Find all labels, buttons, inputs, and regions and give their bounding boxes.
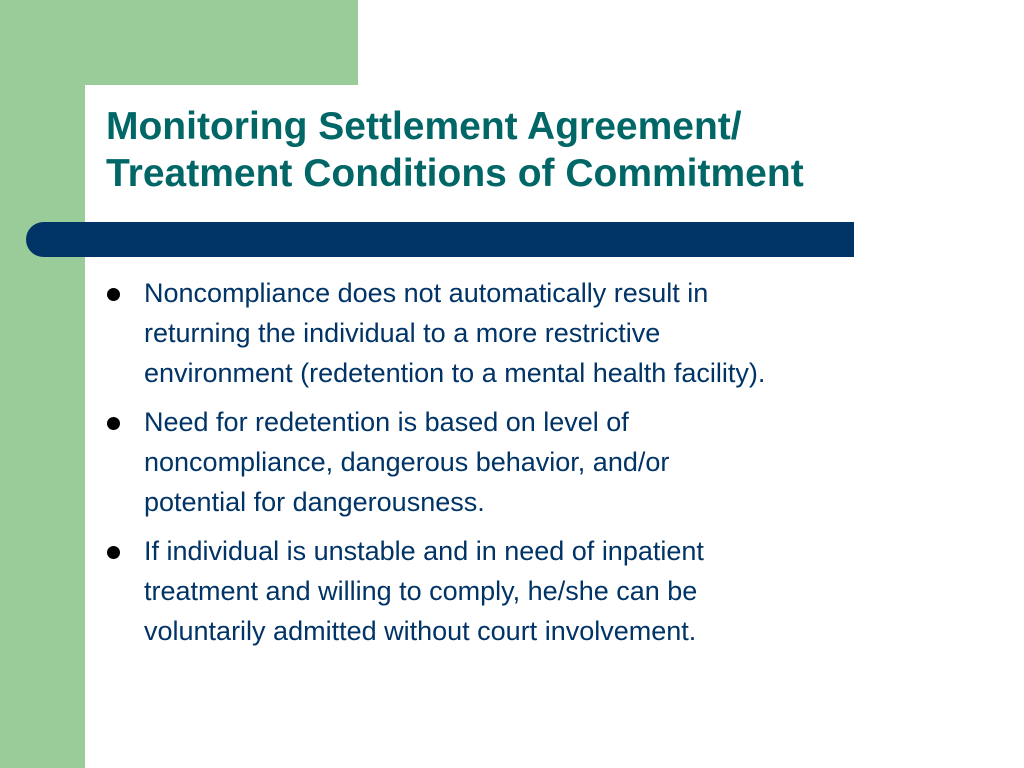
- slide-title-line-1: Monitoring Settlement Agreement/: [106, 105, 742, 148]
- bullet-line: returning the individual to a more restrictive: [144, 318, 661, 348]
- bullet-item-voluntary-admission: [104, 531, 984, 651]
- bullet-line: voluntarily admitted without court involvement.: [144, 616, 697, 646]
- bullet-list: [104, 273, 984, 660]
- slide-title: [106, 103, 986, 197]
- bullet-line: Noncompliance does not automatically result in: [144, 278, 709, 308]
- bullet-text: [144, 531, 984, 651]
- bullet-dot-icon: [107, 546, 120, 559]
- title-divider-bar: [26, 222, 854, 257]
- bullet-item-redetention: [104, 402, 984, 522]
- bullet-line: potential for dangerousness.: [144, 487, 485, 517]
- bullet-dot-icon: [107, 288, 120, 301]
- bullet-text: [144, 273, 984, 393]
- bullet-text: [144, 402, 984, 522]
- bullet-dot-icon: [107, 417, 120, 430]
- bullet-line: noncompliance, dangerous behavior, and/or: [144, 447, 670, 477]
- bullet-line: treatment and willing to comply, he/she can be: [144, 576, 698, 606]
- bullet-item-noncompliance: [104, 273, 984, 393]
- slide-title-line-2: Treatment Conditions of Commitment: [106, 152, 804, 195]
- green-sidebar: [0, 0, 85, 768]
- bullet-line: Need for redetention is based on level of: [144, 407, 629, 437]
- bullet-line: environment (redetention to a mental health facility).: [144, 358, 766, 388]
- bullet-line: If individual is unstable and in need of inpatient: [144, 536, 704, 566]
